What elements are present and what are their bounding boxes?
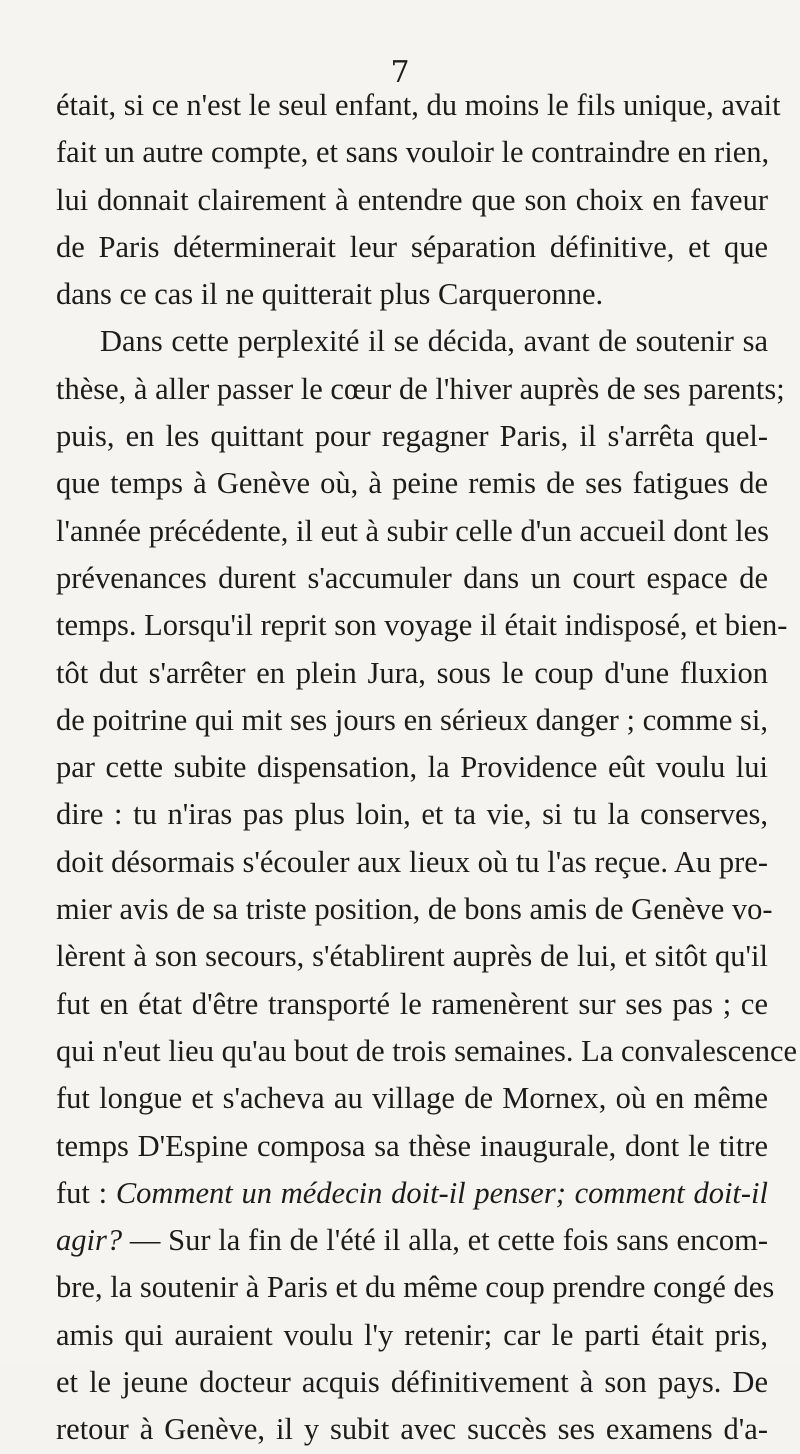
text-line: tôt dut s'arrêter en plein Jura, sous le coup d'une fluxion <box>56 655 768 690</box>
text-line: puis, en les quittant pour regagner Paris, il s'arrêta quel- <box>56 419 768 454</box>
text-line: bre, la soutenir à Paris et du même coup prendre congé des <box>56 1270 775 1305</box>
text-line: fait un autre compte, et sans vouloir le contraindre en rien, <box>56 135 770 170</box>
text-line: thèse, à aller passer le cœur de l'hiver auprès de ses parents; <box>56 371 785 406</box>
text-line: et le jeune docteur acquis définitivement à son pays. De <box>56 1365 768 1400</box>
text-line-plain: — Sur la fin de l'été il alla, et cette fois sans encom- <box>122 1223 768 1258</box>
thesis-title-italic: Comment un médecin doit-il penser; comment doit-il <box>115 1175 768 1210</box>
text-line: était, si ce n'est le seul enfant, du moins le fils unique, avait <box>56 88 781 122</box>
text-line: Dans cette perplexité il se décida, avant de soutenir sa <box>100 324 768 359</box>
page-number: 7 <box>390 55 410 90</box>
text-line: lèrent à son secours, s'établirent auprès de lui, et sitôt qu'il <box>56 939 768 974</box>
text-line: l'année précédente, il eut à subir celle d'un accueil dont les <box>56 513 770 548</box>
text-line: prévenances durent s'accumuler dans un court espace de <box>56 560 768 595</box>
body-text <box>56 82 798 1454</box>
text-line: mier avis de sa triste position, de bons amis de Genève vo- <box>56 892 773 927</box>
text-line: doit désormais s'écouler aux lieux où tu l'as reçue. Au pre- <box>56 844 768 879</box>
text-line: retour à Genève, il y subit avec succès ses examens d'a- <box>56 1412 768 1447</box>
text-line <box>56 1170 768 1217</box>
text-line: par cette subite dispensation, la Providence eût voulu lui <box>56 750 768 785</box>
text-line: amis qui auraient voulu l'y retenir; car le parti était pris, <box>56 1317 768 1352</box>
text-line <box>56 1217 768 1264</box>
text-line: de poitrine qui mit ses jours en sérieux danger ; comme si, <box>56 702 768 737</box>
text-line: temps D'Espine composa sa thèse inaugurale, dont le titre <box>56 1128 768 1163</box>
text-line-plain: fut : <box>56 1175 116 1210</box>
text-line: lui donnait clairement à entendre que son choix en faveur <box>56 182 768 217</box>
text-line: que temps à Genève où, à peine remis de ses fatigues de <box>56 466 768 501</box>
text-line: dire : tu n'iras pas plus loin, et ta vie, si tu la conserves, <box>56 797 768 832</box>
text-line: fut longue et s'acheva au village de Mornex, où en même <box>56 1081 768 1116</box>
thesis-title-italic-end: agir? <box>56 1223 123 1258</box>
text-line: dans ce cas il ne quitterait plus Carqueronne. <box>56 277 604 312</box>
text-line: de Paris déterminerait leur séparation définitive, et que <box>56 229 768 264</box>
text-line: qui n'eut lieu qu'au bout de trois semaines. La convalescence <box>56 1033 798 1068</box>
text-line: temps. Lorsqu'il reprit son voyage il était indisposé, et bien- <box>56 608 788 643</box>
text-line: fut en état d'être transporté le ramenèrent sur ses pas ; ce <box>56 986 768 1021</box>
